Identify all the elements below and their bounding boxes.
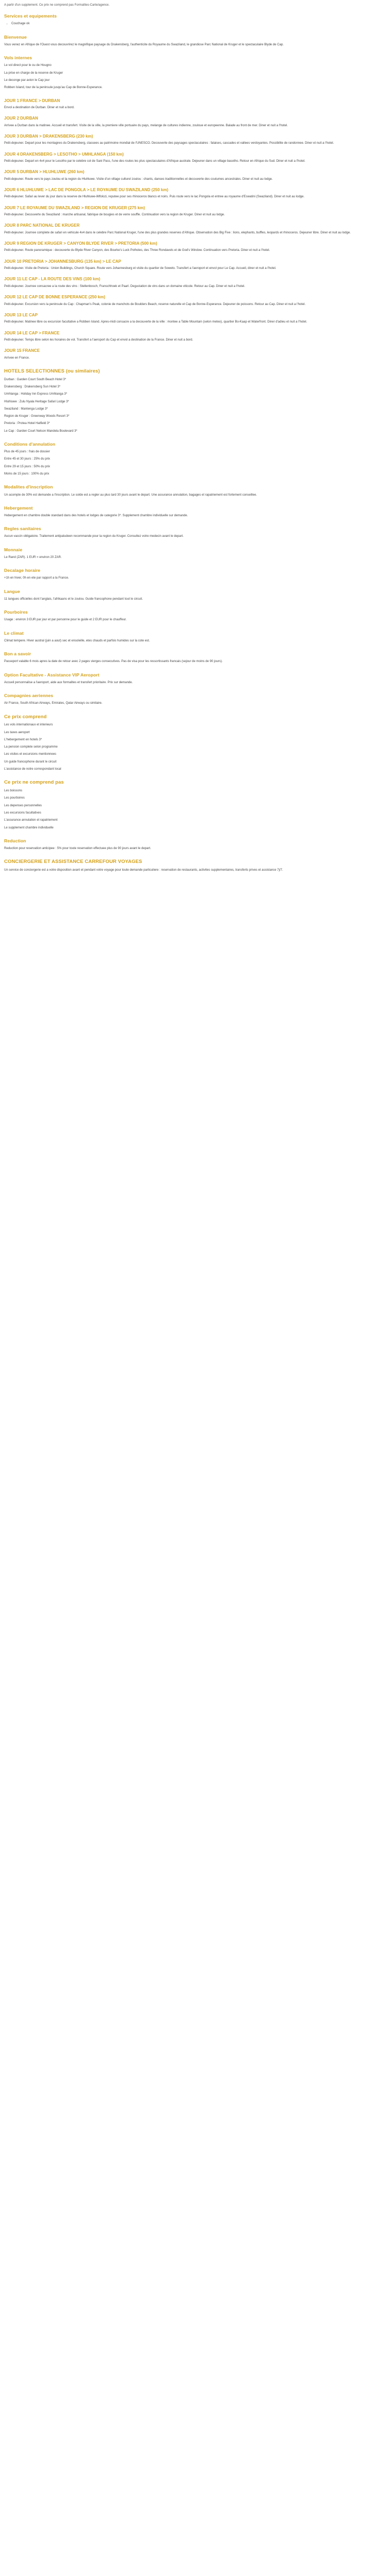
hotel-item: Le Cap : Garden Court Nelson Mandela Boulevard 3*	[4, 429, 77, 433]
day-text: Petit-dejeuner. Route vers le pays zoulou et la region du Hluhluwe. Visite d'un village culturel zoulou : chants, danses traditionnelles et decouverte des coutumes ancestrales. Diner et nuit au lodge.	[4, 177, 273, 181]
day-text: Petit-dejeuner. Journee complete de safari en vehicule 4x4 dans le celebre Parc National Kruger, l'une des plus grandes reserves d'Afrique. Observation des Big Five : lions, elephants, buffles, leopards et rhinoceros. Dejeuner libre. Diner et nuit au lodge.	[4, 231, 351, 234]
day-title: JOUR 13 LE CAP	[4, 312, 38, 317]
vols-line: Le deconge par avion le Cap jour	[4, 79, 50, 82]
day-block	[4, 276, 387, 289]
services-title: Services et equipements	[4, 13, 57, 19]
monnaie-title: Monnaie	[4, 547, 23, 552]
concierge-text: Un service de conciergerie est a votre disposition avant et pendant votre voyage pour toute demande particuliere : reservation de restaurants, activites supplementaires, transferts prives et assistance 7j/7.	[4, 869, 283, 872]
hotel-item: Swaziland : Mantenga Lodge 3*	[4, 407, 48, 411]
monnaie-text: Le Rand (ZAR). 1 EUR = environ 20 ZAR.	[4, 555, 62, 559]
bienvenue-text: Vous venez en Afrique de l'Ouest vous decouvrirez le magnifique paysage du Drakensberg, l'authenticite du Royaume du Swaziland, le grandiose Parc National de Kruger et le spectaculaire Blyde de Cap.	[4, 43, 284, 46]
noncomprend-item: Les depenses personnelles	[4, 804, 42, 807]
hotels-title: HOTELS SELECTIONNES (ou similaires)	[4, 368, 100, 374]
comprend-item: L'hebergement en hotels 3*	[4, 738, 42, 741]
hotel-item: Durban : Garden Court South Beach Hotel 3*	[4, 378, 67, 381]
langue-title: Langue	[4, 588, 20, 594]
day-title: JOUR 9 REGION DE KRUGER > CANYON BLYDE RIVER > PRETORIA (500 km)	[4, 241, 157, 246]
day-text: Petit-dejeuner. Depart pour les montagnes du Drakensberg, classees au patrimoine mondial de l'UNESCO. Decouverte des paysages spectaculaires : falaises, cascades et vallees verdoyantes. Possibilite de randonnee. Diner et nuit a l'hotel.	[4, 142, 334, 145]
bienvenue-section	[4, 34, 387, 47]
reduction-section	[4, 838, 387, 851]
day-block	[4, 133, 387, 146]
day-text: Petit-dejeuner. Matinee libre ou excursion facultative a Robben Island. Apres-midi consacre a la decouverte de la ville : montee a Table Mountain (selon meteo), quartier Bo-Kaap et Waterfront. Diner d'adieu et nuit a l'hotel.	[4, 320, 307, 324]
day-block	[4, 330, 387, 343]
noncomprend-item: Le supplement chambre individuelle	[4, 826, 54, 829]
regles-text: Aucun vaccin obligatoire. Traitement antipaludeen recommande pour la region du Kruger. Consultez votre medecin avant le depart.	[4, 535, 184, 538]
noncomprend-item: Les pourboires	[4, 796, 25, 800]
hebergement-title: Hebergement	[4, 505, 33, 511]
comprend-item: Les visites et excursions mentionnees	[4, 753, 57, 756]
hotel-item: Pretoria : Protea Hotel Hatfield 3*	[4, 422, 50, 426]
vols-line: Le vol direct pour le ou de Hougno	[4, 64, 52, 67]
bon-text: Passeport valable 6 mois apres la date de retour avec 2 pages vierges consecutives. Pas de visa pour les ressortissants francais (sejour de moins de 90 jours).	[4, 660, 223, 664]
condition-item: Entre 45 et 30 jours : 25% du prix	[4, 457, 51, 461]
intro-text: A partir d'un supplement. Ce prix ne comprend pas Formalites-Carte/agence.	[4, 4, 110, 7]
decalage-text: +1h en hiver, 0h en ete par rapport a la France.	[4, 577, 69, 580]
noncomprend-title: Ce prix ne comprend pas	[4, 779, 64, 786]
regles-section	[4, 526, 387, 539]
day-title: JOUR 12 LE CAP DE BONNE ESPERANCE (250 km)	[4, 295, 105, 300]
day-text: Petit-dejeuner. Temps libre selon les horaires de vol. Transfert a l'aeroport du Cap et envol a destination de la France. Diner et nuit a bord.	[4, 338, 193, 342]
day-block	[4, 205, 387, 218]
option-section	[4, 672, 387, 685]
day-title: JOUR 6 HLUHLUWE > LAC DE PONGOLA > LE ROYAUME DU SWAZILAND (250 km)	[4, 188, 169, 193]
day-text: Petit-dejeuner. Visite de Pretoria : Union Buildings, Church Square. Route vers Johannesburg et visite du quartier de Soweto. Transfert a l'aeroport et envol pour Le Cap. Accueil, diner et nuit a l'hotel.	[4, 267, 276, 270]
day-text: Petit-dejeuner. Route panoramique : decouverte du Blyde River Canyon, des Bourke's Luck Potholes, des Three Rondavels et de God's Window. Continuation vers Pretoria. Diner et nuit a l'hotel.	[4, 249, 270, 252]
monnaie-section	[4, 547, 387, 560]
day-title: JOUR 5 DURBAN > HLUHLUWE (260 km)	[4, 170, 85, 175]
day-block	[4, 223, 387, 235]
day-text: Arrivee en France.	[4, 356, 30, 360]
hotel-item: Umhlanga : Holiday Inn Express Umhlanga 3*	[4, 393, 68, 396]
concierge-section	[4, 858, 387, 873]
langue-text: 11 langues officielles dont l'anglais, l'afrikaans et le zoulou. Guide francophone pendant tout le circuit.	[4, 597, 143, 601]
day-title: JOUR 3 DURBAN > DRAKENSBERG (230 km)	[4, 133, 93, 139]
day-text: Petit-dejeuner. Excursion vers la peninsule du Cap : Chapman's Peak, colonie de manchots de Boulders Beach, reserve naturelle et Cap de Bonne-Esperance. Dejeuner de poissons. Retour au Cap. Diner et nuit a l'hotel.	[4, 302, 306, 306]
day-text: Envol a destination de Durban. Diner et nuit a bord.	[4, 106, 75, 109]
decalage-section	[4, 567, 387, 581]
bon-section	[4, 651, 387, 664]
noncomprend-item: L'assurance annulation et rapatriement	[4, 819, 58, 822]
hotel-item: Hluhluwe : Zulu Nyala Heritage Safari Lodge 3*	[4, 400, 69, 403]
climat-title: Le climat	[4, 630, 24, 636]
pourboires-text: Usage : environ 3 EUR par jour et par personne pour le guide et 2 EUR pour le chauffeur.	[4, 618, 127, 622]
day-block	[4, 312, 387, 325]
conditions-section	[4, 441, 387, 477]
compagnies-section	[4, 692, 387, 706]
vols-line: La prise en charge de la reserve de Kruger	[4, 71, 63, 75]
regles-title: Regles sanitaires	[4, 526, 41, 532]
day-text: Petit-dejeuner. Safari au lever du jour dans la reserve de Hluhluwe-iMfolozi, reputee pour ses rhinoceros blancs et noirs. Puis route vers le lac Pongola et entree au royaume d'Eswatini (Swaziland). Diner et nuit au lodge.	[4, 195, 305, 199]
comprend-item: L'assistance de notre correspondant local	[4, 768, 61, 771]
day-title: JOUR 1 FRANCE > DURBAN	[4, 98, 60, 103]
option-title: Option Facultative - Assistance VIP Aeroport	[4, 672, 100, 677]
services-section	[4, 13, 387, 26]
hotel-item: Region de Kruger : Greenway Woods Resort 3*	[4, 415, 70, 418]
conditions-title: Conditions d'annulation	[4, 442, 56, 447]
compagnies-text: Air France, South African Airways, Emirates, Qatar Airways ou similaire.	[4, 702, 103, 705]
comprend-item: Les taxes aeroport	[4, 731, 30, 734]
comprend-title: Ce prix comprend	[4, 714, 47, 720]
day-title: JOUR 7 LE ROYAUME DU SWAZILAND > REGION DE KRUGER (275 km)	[4, 205, 145, 210]
hotels-section	[4, 368, 387, 434]
compagnies-title: Compagnies aeriennes	[4, 693, 54, 699]
day-text: Petit-dejeuner. Depart en 4x4 pour le Lesotho par le celebre col de Sani Pass, l'une des routes les plus spectaculaires d'Afrique australe. Dejeuner dans un village basotho. Retour en Afrique du Sud. Diner et nuit a l'hotel.	[4, 160, 305, 163]
hebergement-section	[4, 505, 387, 518]
modalites-text: Un acompte de 30% est demande a l'inscription. Le solde est a regler au plus tard 30 jours avant le depart. Une assurance annulation, bagages et rapatriement est fortement conseillee.	[4, 493, 257, 497]
day-block	[4, 348, 387, 361]
day-title: JOUR 15 FRANCE	[4, 348, 40, 353]
pourboires-section	[4, 609, 387, 622]
concierge-title: CONCIERGERIE ET ASSISTANCE CARREFOUR VOYAGES	[4, 859, 142, 865]
itinerary	[4, 98, 387, 361]
noncomprend-item: Les boissons	[4, 789, 23, 793]
vols-line: Robben Island, tour de la peninsule jusqu'au Cap de Bonne-Esperance.	[4, 86, 103, 90]
comprend-item: Un guide francophone durant le circuit	[4, 760, 57, 764]
comprend-section	[4, 714, 387, 772]
day-block	[4, 115, 387, 128]
comprend-item: Les vols internationaux et interieurs	[4, 723, 53, 727]
day-title: JOUR 14 LE CAP > FRANCE	[4, 330, 60, 335]
langue-section	[4, 588, 387, 602]
day-block	[4, 187, 387, 200]
reduction-title: Reduction	[4, 838, 26, 843]
day-text: Petit-dejeuner. Journee consacree a la route des vins : Stellenbosch, Franschhoek et Paarl. Degustation de vins dans un domaine viticole. Retour au Cap. Diner et nuit a l'hotel.	[4, 284, 246, 288]
vols-section	[4, 55, 387, 90]
reduction-text: Reduction pour reservation anticipee : 5% pour toute reservation effectuee plus de 90 jours avant le depart.	[4, 846, 151, 850]
document-page	[0, 0, 391, 887]
hotel-item: Drakensberg : Drakensberg Sun Hotel 3*	[4, 385, 61, 388]
climat-section	[4, 630, 387, 643]
services-list	[4, 22, 387, 26]
day-block	[4, 151, 387, 164]
comprend-item: La pension complete selon programme	[4, 745, 58, 749]
services-item: • Couchage ok	[11, 22, 387, 26]
day-title: JOUR 11 LE CAP - LA ROUTE DES VINS (100 km)	[4, 277, 101, 282]
bon-title: Bon a savoir	[4, 651, 31, 657]
day-block	[4, 294, 387, 307]
option-text: Accueil personnalise a l'aeroport, aide aux formalites et transfert prioritaire. Prix sur demande.	[4, 681, 133, 684]
day-block	[4, 241, 387, 253]
bienvenue-title: Bienvenue	[4, 34, 27, 40]
day-text: Arrivee a Durban dans la matinee. Accueil et transfert. Visite de la ville, la premiere ville portuaire du pays, melange de cultures indienne, zouloue et europeenne. Balade au front de mer. Diner et nuit a l'hotel.	[4, 124, 288, 127]
noncomprend-section	[4, 779, 387, 831]
decalage-title: Decalage horaire	[4, 568, 41, 573]
day-block	[4, 259, 387, 272]
day-title: JOUR 2 DURBAN	[4, 116, 38, 121]
modalites-title: Modalites d'inscription	[4, 484, 53, 490]
vols-title: Vols internes	[4, 55, 32, 61]
day-title: JOUR 10 PRETORIA > JOHANNESBURG (135 km) > LE CAP	[4, 259, 121, 264]
day-block	[4, 169, 387, 182]
day-text: Petit-dejeuner. Decouverte du Swaziland : marche artisanal, fabrique de bougies et de verre souffle. Continuation vers la region de Kruger. Diner et nuit au lodge.	[4, 213, 225, 217]
condition-item: Moins de 15 jours : 100% du prix	[4, 472, 50, 476]
day-block	[4, 98, 387, 111]
climat-text: Climat tempere. Hiver austral (juin a aout) sec et ensoleille, etes chauds et parfois humides sur la cote est.	[4, 639, 150, 642]
pourboires-title: Pourboires	[4, 609, 28, 615]
day-title: JOUR 8 PARC NATIONAL DE KRUGER	[4, 223, 80, 228]
modalites-section	[4, 484, 387, 497]
condition-item: Plus de 45 jours : frais de dossier	[4, 450, 50, 454]
hebergement-text: Hebergement en chambre double standard dans des hotels et lodges de categorie 3*. Supplement chambre individuelle sur demande.	[4, 514, 188, 517]
day-title: JOUR 4 DRAKENSBERG > LESOTHO > UMHLANGA (150 km)	[4, 151, 124, 157]
noncomprend-item: Les excursions facultatives	[4, 811, 41, 815]
condition-item: Entre 29 et 15 jours : 50% du prix	[4, 465, 51, 468]
